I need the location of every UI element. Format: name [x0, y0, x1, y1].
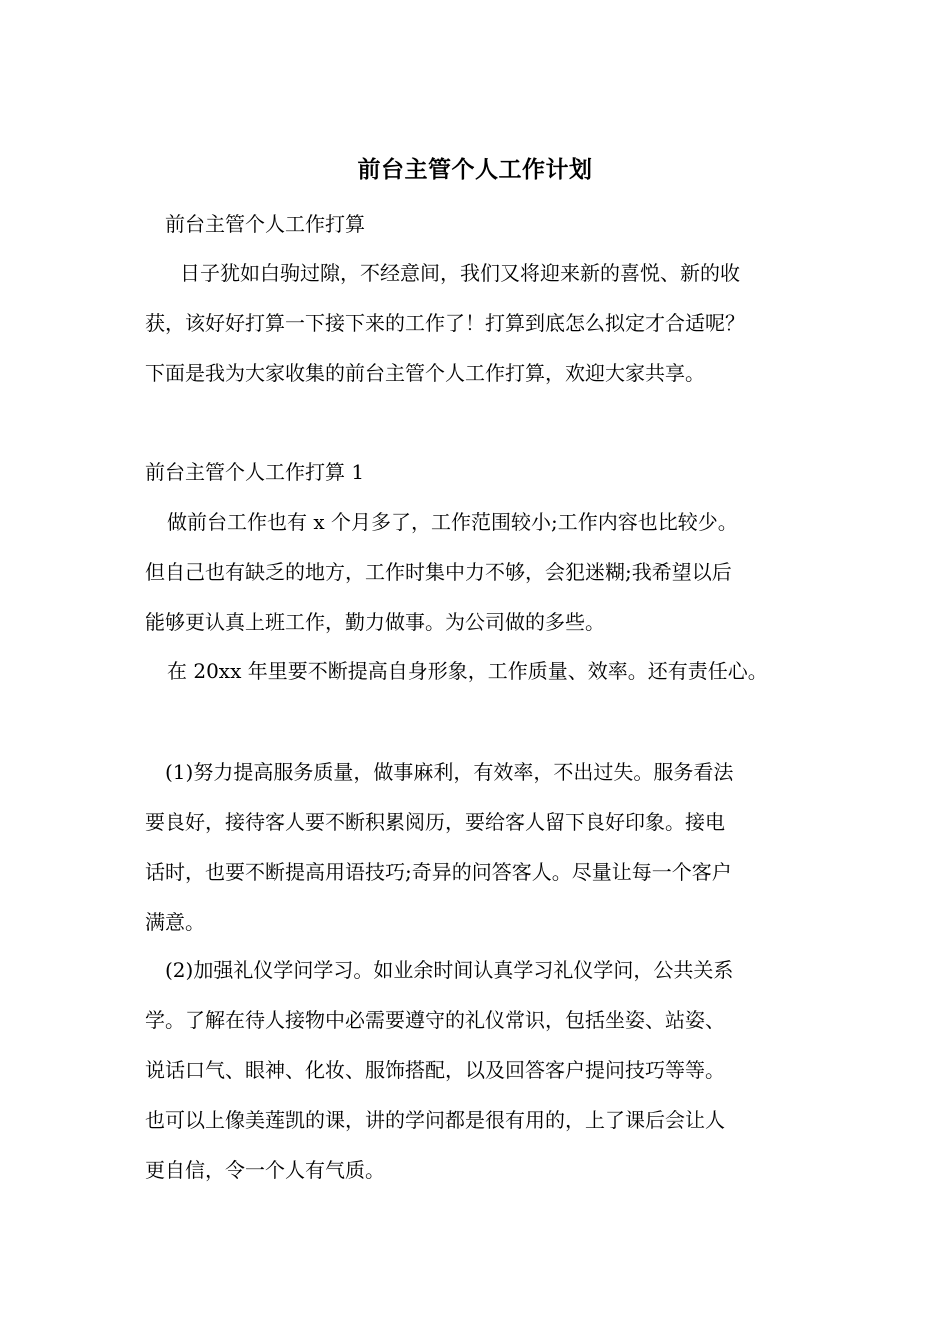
section-heading-text: 前台主管个人工作打算 1	[145, 460, 365, 484]
intro-line-2: 获，该好好打算一下接下来的工作了！打算到底怎么拟定才合适呢？	[145, 311, 745, 335]
list-item-1	[145, 747, 815, 947]
item2-line-2: 学。了解在待人接物中必需要遵守的礼仪常识，包括坐姿、站姿、	[145, 1008, 725, 1032]
document-subtitle	[165, 199, 835, 249]
intro-line-1: 日子犹如白驹过隙，不经意间，我们又将迎来新的喜悦、新的收	[180, 261, 740, 285]
item1-line-1: (1)努力提高服务质量，做事麻利，有效率，不出过失。服务看法	[165, 760, 734, 784]
intro-paragraph	[145, 248, 815, 398]
item2-line-1: (2)加强礼仪学问学习。如业余时间认真学习礼仪学问，公共关系	[165, 958, 734, 982]
document-title: 前台主管个人工作计划	[357, 157, 593, 183]
item2-line-5: 更自信，令一个人有气质。	[145, 1158, 385, 1182]
paragraph-1	[145, 497, 815, 647]
item2-line-3: 说话口气、眼神、化妆、服饰搭配，以及回答客户提问技巧等等。	[145, 1058, 725, 1082]
para1-line-2: 但自己也有缺乏的地方，工作时集中力不够，会犯迷糊;我希望以后	[145, 560, 732, 584]
item2-line-4: 也可以上像美莲凯的课，讲的学问都是很有用的，上了课后会让人	[145, 1108, 725, 1132]
list-item-2	[145, 945, 815, 1195]
intro-line-3: 下面是我为大家收集的前台主管个人工作打算，欢迎大家共享。	[145, 361, 705, 385]
item1-line-2: 要良好，接待客人要不断积累阅历，要给客人留下良好印象。接电	[145, 810, 725, 834]
subtitle-line: 前台主管个人工作打算	[165, 212, 365, 236]
para1-line-3: 能够更认真上班工作，勤力做事。为公司做的多些。	[145, 610, 605, 634]
paragraph-2	[145, 646, 815, 696]
item1-line-4: 满意。	[145, 910, 205, 934]
section-heading	[145, 447, 815, 497]
para2-line-1: 在 20xx 年里要不断提高自身形象，工作质量、效率。还有责任心。	[167, 659, 768, 683]
para1-line-1: 做前台工作也有 x 个月多了，工作范围较小;工作内容也比较少。	[167, 510, 738, 534]
item1-line-3: 话时，也要不断提高用语技巧;奇异的问答客人。尽量让每一个客户	[145, 860, 732, 884]
